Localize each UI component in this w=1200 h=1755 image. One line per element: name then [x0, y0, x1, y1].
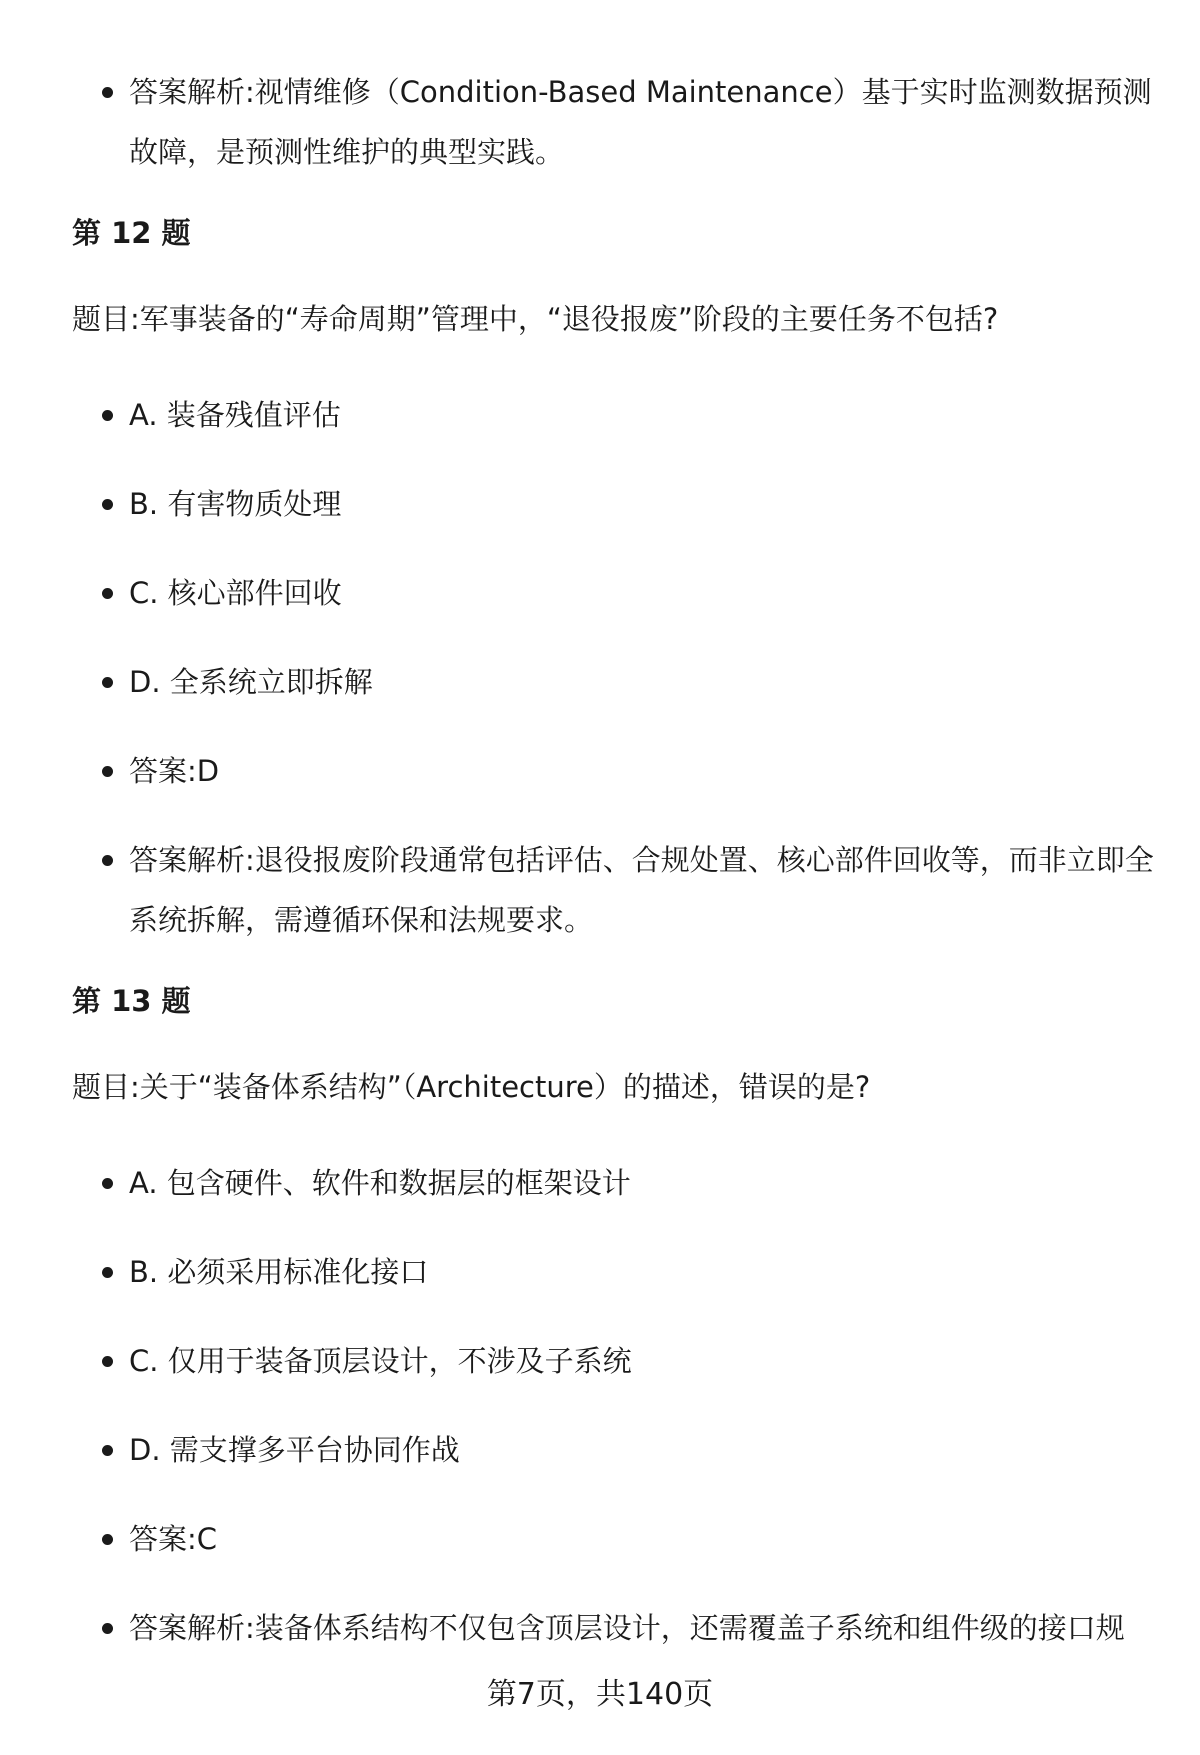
- page-number-footer: 第7页，共140页: [486, 1677, 714, 1712]
- question-heading: 第 12 题: [72, 216, 191, 250]
- question-text: 题目:军事装备的“寿命周期”管理中，“退役报废”阶段的主要任务不包括?: [72, 302, 999, 336]
- question-heading: 第 13 题: [72, 984, 191, 1018]
- question-block-12: [72, 211, 1162, 950]
- question-text: 题目:关于“装备体系结构”（Architecture）的描述，错误的是?: [72, 1070, 871, 1104]
- explanation-item: 答案解析:视情维修（Condition-Based Maintenance）基于实时监测数据预测故障，是预测性维护的典型实践。: [72, 62, 1162, 182]
- option-item: D. 需支撑多平台协同作战: [72, 1420, 1162, 1480]
- option-item: D. 全系统立即拆解: [72, 652, 1162, 712]
- previous-question-tail: [72, 62, 1162, 182]
- question-block-13: [72, 979, 1162, 1658]
- question-items: [72, 385, 1162, 950]
- option-item: C. 仅用于装备顶层设计，不涉及子系统: [72, 1331, 1162, 1391]
- explanation-item: 答案解析:装备体系结构不仅包含顶层设计，还需覆盖子系统和组件级的接口规: [72, 1598, 1162, 1658]
- question-items: [72, 1153, 1162, 1658]
- option-item: C. 核心部件回收: [72, 563, 1162, 623]
- option-item: B. 有害物质处理: [72, 474, 1162, 534]
- option-item: B. 必须采用标准化接口: [72, 1242, 1162, 1302]
- explanation-item: 答案解析:退役报废阶段通常包括评估、合规处置、核心部件回收等，而非立即全系统拆解，需遵循环保和法规要求。: [72, 830, 1162, 950]
- answer-item: 答案:D: [72, 741, 1162, 801]
- page-content: [72, 62, 1162, 1687]
- option-item: A. 装备残值评估: [72, 385, 1162, 445]
- answer-item: 答案:C: [72, 1509, 1162, 1569]
- option-item: A. 包含硬件、软件和数据层的框架设计: [72, 1153, 1162, 1213]
